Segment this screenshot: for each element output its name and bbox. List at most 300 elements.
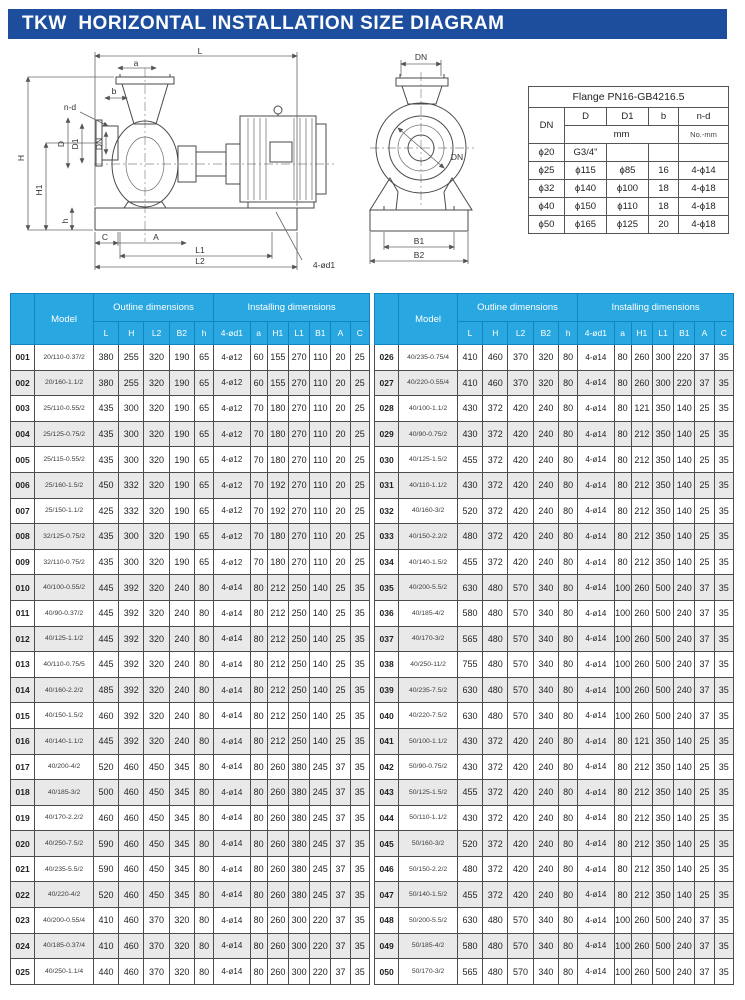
dim-value-cell: 25 [350,396,369,422]
dim-value-cell: 320 [144,677,169,703]
dim-value-cell: 25 [695,882,714,908]
dim-value-cell: 180 [267,421,288,447]
dim-value-cell: 25 [350,524,369,550]
dim-value-cell: 500 [652,575,673,601]
dim-value-cell: 80 [614,882,631,908]
dim-value-cell: 350 [652,447,673,473]
dim-value-cell: 320 [144,575,169,601]
dim-value-cell: 300 [119,396,144,422]
dim-value-cell: 260 [267,780,288,806]
dim-value-cell: 212 [631,831,652,857]
dim-value-cell: 240 [533,447,558,473]
dim-value-cell: 300 [119,524,144,550]
dim-value-cell: 190 [169,524,194,550]
dim-value-cell: 20 [331,472,350,498]
dim-label-L: L [197,46,203,56]
spec-row [375,626,734,652]
col-C: C [714,322,733,345]
dim-value-cell: 212 [267,626,288,652]
dim-value-cell: 320 [144,370,169,396]
flange-dn-cell: ϕ20 [529,144,565,162]
dim-value-cell: 250 [288,703,309,729]
dim-value-cell: 140 [674,856,695,882]
row-index: 041 [375,728,399,754]
dim-value-cell: 340 [533,933,558,959]
dim-value-cell: 300 [652,345,673,371]
dim-value-cell: 460 [119,908,144,934]
row-index: 006 [11,472,35,498]
dim-value-cell: 100 [614,652,631,678]
dim-value-cell: 420 [508,447,533,473]
flange-value-cell: ϕ125 [607,216,649,234]
row-index: 013 [11,652,35,678]
corner-header [375,294,399,345]
dim-value-cell: 260 [631,959,652,985]
dim-value-cell: 4-ø14 [214,652,250,678]
model-header: Model [399,294,458,345]
dim-value-cell: 320 [144,472,169,498]
dim-value-cell: 255 [119,345,144,371]
dim-value-cell: 80 [194,703,213,729]
dim-value-cell: 80 [194,933,213,959]
dim-value-cell: 65 [194,447,213,473]
dim-value-cell: 372 [483,524,508,550]
dim-value-cell: 332 [119,472,144,498]
dim-value-cell: 570 [508,575,533,601]
dim-value-cell: 25 [695,805,714,831]
dim-value-cell: 80 [250,780,267,806]
corner-header [11,294,35,345]
dim-value-cell: 420 [508,549,533,575]
dim-value-cell: 80 [250,933,267,959]
dim-value-cell: 4-ø14 [214,933,250,959]
dim-value-cell: 70 [250,524,267,550]
dim-value-cell: 420 [508,728,533,754]
dim-value-cell: 212 [267,575,288,601]
dim-value-cell: 245 [310,882,331,908]
row-index: 020 [11,831,35,857]
dim-value-cell: 80 [558,780,577,806]
row-index: 012 [11,626,35,652]
dim-value-cell: 110 [310,396,331,422]
dim-value-cell: 80 [558,421,577,447]
flange-value-cell: 4-ϕ18 [679,180,729,198]
flange-value-cell: ϕ150 [565,198,607,216]
dim-value-cell: 110 [310,370,331,396]
row-index: 024 [11,933,35,959]
dim-value-cell: 35 [714,345,733,371]
dim-value-cell: 372 [483,831,508,857]
dim-value-cell: 460 [93,805,118,831]
dim-value-cell: 25 [350,549,369,575]
model-cell: 25/110-0.55/2 [35,396,94,422]
dim-value-cell: 212 [267,703,288,729]
spec-row [11,421,370,447]
dim-value-cell: 70 [250,472,267,498]
dim-value-cell: 300 [119,549,144,575]
dim-value-cell: 240 [674,959,695,985]
spec-row [11,882,370,908]
dim-value-cell: 80 [194,908,213,934]
model-cell: 50/125-1.5/2 [399,780,458,806]
dim-value-cell: 500 [652,933,673,959]
dim-value-cell: 65 [194,472,213,498]
dim-value-cell: 460 [483,345,508,371]
row-index: 029 [375,421,399,447]
dim-value-cell: 180 [267,524,288,550]
dim-value-cell: 320 [169,959,194,985]
dim-value-cell: 4-ø14 [214,805,250,831]
dim-label-H1: H1 [34,184,44,196]
dim-value-cell: 480 [483,575,508,601]
dim-value-cell: 110 [310,549,331,575]
flange-col-nd: n-d [679,108,729,126]
dim-value-cell: 20 [331,396,350,422]
dim-value-cell: 25 [695,856,714,882]
model-cell: 25/160-1.5/2 [35,472,94,498]
dim-value-cell: 240 [169,728,194,754]
dim-value-cell: 460 [119,805,144,831]
dim-value-cell: 80 [250,754,267,780]
dim-value-cell: 320 [144,626,169,652]
dim-value-cell: 65 [194,421,213,447]
flange-value-cell: ϕ140 [565,180,607,198]
dim-value-cell: 455 [457,447,482,473]
flange-value-cell [679,144,729,162]
dim-value-cell: 25 [695,754,714,780]
dim-value-cell: 630 [457,677,482,703]
dim-value-cell: 35 [350,652,369,678]
spec-row [11,754,370,780]
dim-value-cell: 35 [350,933,369,959]
dim-value-cell: 140 [310,703,331,729]
dim-value-cell: 37 [695,575,714,601]
dim-value-cell: 70 [250,549,267,575]
dim-value-cell: 500 [652,600,673,626]
dim-value-cell: 392 [119,703,144,729]
flange-value-cell: G3/4" [565,144,607,162]
dim-value-cell: 320 [169,908,194,934]
dim-value-cell: 435 [93,447,118,473]
model-cell: 40/90-0.37/2 [35,600,94,626]
dim-value-cell: 100 [614,959,631,985]
col-H: H [119,322,144,345]
dim-value-cell: 100 [614,575,631,601]
dim-value-cell: 121 [631,396,652,422]
dim-value-cell: 332 [119,498,144,524]
model-cell: 20/160-1.1/2 [35,370,94,396]
dim-value-cell: 190 [169,447,194,473]
dim-value-cell: 212 [631,472,652,498]
dim-value-cell: 80 [250,856,267,882]
dim-value-cell: 140 [310,626,331,652]
row-index: 014 [11,677,35,703]
col-B1: B1 [310,322,331,345]
dim-value-cell: 220 [310,959,331,985]
dim-value-cell: 340 [533,652,558,678]
model-cell: 40/100-1.1/2 [399,396,458,422]
dim-value-cell: 80 [250,728,267,754]
dim-value-cell: 35 [714,882,733,908]
dim-value-cell: 410 [457,345,482,371]
dim-value-cell: 37 [331,754,350,780]
dim-value-cell: 37 [331,780,350,806]
dim-value-cell: 190 [169,498,194,524]
dim-label-DN-top: DN [414,52,428,62]
dim-value-cell: 320 [144,600,169,626]
dim-value-cell: 140 [674,447,695,473]
dim-value-cell: 4-ø14 [578,933,614,959]
dim-value-cell: 37 [331,959,350,985]
dim-value-cell: 260 [267,959,288,985]
dim-value-cell: 320 [533,370,558,396]
dim-value-cell: 370 [144,908,169,934]
dim-value-cell: 80 [194,600,213,626]
dim-value-cell: 121 [631,728,652,754]
row-index: 036 [375,600,399,626]
dim-value-cell: 110 [310,498,331,524]
dim-value-cell: 320 [144,703,169,729]
dim-value-cell: 460 [93,703,118,729]
dim-value-cell: 155 [267,345,288,371]
dim-value-cell: 80 [194,959,213,985]
dim-value-cell: 212 [631,780,652,806]
dim-value-cell: 35 [350,754,369,780]
dim-value-cell: 580 [457,933,482,959]
col-L1: L1 [652,322,673,345]
dim-value-cell: 35 [350,882,369,908]
dim-value-cell: 4-ø14 [214,600,250,626]
dim-value-cell: 192 [267,498,288,524]
model-cell: 40/250-7.5/2 [35,831,94,857]
spec-row [375,805,734,831]
dim-value-cell: 110 [310,421,331,447]
row-index: 033 [375,524,399,550]
installing-group-header: Installing dimensions [214,294,370,322]
dim-label-L1: L1 [195,245,205,255]
dim-value-cell: 350 [652,780,673,806]
dim-value-cell: 110 [310,472,331,498]
dim-value-cell: 260 [631,600,652,626]
dim-value-cell: 35 [714,933,733,959]
spec-row [375,472,734,498]
dim-value-cell: 4-ø14 [578,780,614,806]
dim-value-cell: 370 [508,370,533,396]
dim-value-cell: 500 [93,780,118,806]
dim-value-cell: 37 [331,882,350,908]
spec-row [11,447,370,473]
spec-row [375,549,734,575]
outline-group-header: Outline dimensions [457,294,577,322]
spec-row [11,345,370,371]
dim-value-cell: 80 [558,805,577,831]
dim-value-cell: 240 [533,882,558,908]
dim-value-cell: 37 [695,908,714,934]
dim-value-cell: 25 [331,677,350,703]
dim-value-cell: 240 [674,677,695,703]
dim-value-cell: 140 [674,754,695,780]
dim-value-cell: 80 [614,780,631,806]
dim-value-cell: 80 [558,882,577,908]
col-A: A [695,322,714,345]
col-B2: B2 [533,322,558,345]
row-index: 016 [11,728,35,754]
dim-value-cell: 270 [288,498,309,524]
dim-value-cell: 25 [331,626,350,652]
dim-value-cell: 245 [310,831,331,857]
dim-value-cell: 260 [267,831,288,857]
dim-value-cell: 70 [250,447,267,473]
row-index: 049 [375,933,399,959]
dim-value-cell: 35 [350,626,369,652]
col-a: a [614,322,631,345]
row-index: 007 [11,498,35,524]
model-cell: 40/250-1.1/4 [35,959,94,985]
dim-value-cell: 420 [508,831,533,857]
dim-value-cell: 450 [144,754,169,780]
col-L: L [457,322,482,345]
dim-value-cell: 440 [93,959,118,985]
model-cell: 25/125-0.75/2 [35,421,94,447]
spec-row [375,447,734,473]
dim-value-cell: 245 [310,780,331,806]
dim-value-cell: 212 [631,754,652,780]
dim-value-cell: 460 [119,754,144,780]
dim-value-cell: 380 [93,345,118,371]
dim-value-cell: 450 [144,780,169,806]
flange-unit-mm: mm [565,126,679,144]
dim-value-cell: 240 [533,805,558,831]
dim-value-cell: 35 [714,754,733,780]
dim-value-cell: 250 [288,575,309,601]
flange-value-cell: 4-ϕ14 [679,162,729,180]
dim-value-cell: 190 [169,421,194,447]
dim-value-cell: 25 [331,652,350,678]
dim-value-cell: 255 [119,370,144,396]
dim-value-cell: 480 [483,959,508,985]
dim-value-cell: 320 [533,345,558,371]
row-index: 028 [375,396,399,422]
model-cell: 50/150-2.2/2 [399,856,458,882]
dim-value-cell: 80 [558,703,577,729]
dim-value-cell: 350 [652,882,673,908]
dim-value-cell: 80 [194,754,213,780]
dim-value-cell: 392 [119,575,144,601]
dim-value-cell: 372 [483,882,508,908]
flange-value-cell: ϕ165 [565,216,607,234]
row-index: 027 [375,370,399,396]
dim-label-D: D [56,140,66,148]
dim-value-cell: 260 [267,805,288,831]
dim-value-cell: 4-ø14 [214,754,250,780]
dim-value-cell: 35 [714,524,733,550]
dim-value-cell: 270 [288,370,309,396]
dim-value-cell: 300 [119,421,144,447]
dim-label-h: h [60,218,70,224]
dim-value-cell: 460 [119,959,144,985]
dim-value-cell: 4-ø14 [214,703,250,729]
dim-value-cell: 300 [652,370,673,396]
dim-value-cell: 80 [558,677,577,703]
flange-row [529,198,729,216]
row-index: 043 [375,780,399,806]
dim-value-cell: 25 [695,549,714,575]
dim-value-cell: 270 [288,472,309,498]
flange-value-cell: ϕ85 [607,162,649,180]
model-cell: 40/235-7.5/2 [399,677,458,703]
dim-value-cell: 4-ø14 [214,728,250,754]
row-index: 046 [375,856,399,882]
row-index: 039 [375,677,399,703]
dim-value-cell: 37 [331,933,350,959]
dim-value-cell: 270 [288,524,309,550]
col-a: a [250,322,267,345]
dim-value-cell: 430 [457,805,482,831]
dim-value-cell: 380 [93,370,118,396]
row-index: 048 [375,908,399,934]
dim-value-cell: 420 [508,780,533,806]
row-index: 035 [375,575,399,601]
dim-value-cell: 80 [194,831,213,857]
spec-row [375,396,734,422]
spec-tables [10,293,734,985]
dim-value-cell: 37 [695,626,714,652]
spec-row [11,677,370,703]
row-index: 002 [11,370,35,396]
spec-row [375,345,734,371]
spec-row [11,908,370,934]
dim-value-cell: 350 [652,524,673,550]
dim-value-cell: 240 [533,498,558,524]
dim-value-cell: 455 [457,882,482,908]
row-index: 011 [11,600,35,626]
dim-value-cell: 212 [631,498,652,524]
col-4d1: 4-ød1 [578,322,614,345]
pump-front-view-drawing [356,46,506,292]
row-index: 009 [11,549,35,575]
dim-value-cell: 4-ø14 [578,677,614,703]
col-h: h [558,322,577,345]
dim-value-cell: 65 [194,396,213,422]
dim-value-cell: 25 [695,447,714,473]
model-cell: 50/140-1.5/2 [399,882,458,908]
dim-value-cell: 212 [631,856,652,882]
dim-value-cell: 35 [350,831,369,857]
dim-value-cell: 140 [674,498,695,524]
dim-value-cell: 25 [695,831,714,857]
dim-value-cell: 25 [331,575,350,601]
dim-value-cell: 4-ø14 [578,549,614,575]
flange-value-cell [607,144,649,162]
dim-value-cell: 460 [119,780,144,806]
dim-value-cell: 140 [310,677,331,703]
dim-value-cell: 35 [350,908,369,934]
dim-value-cell: 320 [144,549,169,575]
col-L: L [93,322,118,345]
dim-value-cell: 455 [457,780,482,806]
flange-dn-cell: ϕ32 [529,180,565,198]
dim-value-cell: 140 [310,575,331,601]
dim-value-cell: 240 [674,652,695,678]
dim-value-cell: 80 [558,370,577,396]
dim-value-cell: 240 [169,677,194,703]
model-cell: 40/140-1.1/2 [35,728,94,754]
flange-dn-cell: ϕ40 [529,198,565,216]
dim-value-cell: 370 [508,345,533,371]
dim-value-cell: 580 [457,600,482,626]
model-cell: 40/200-5.5/2 [399,575,458,601]
dim-value-cell: 450 [144,882,169,908]
